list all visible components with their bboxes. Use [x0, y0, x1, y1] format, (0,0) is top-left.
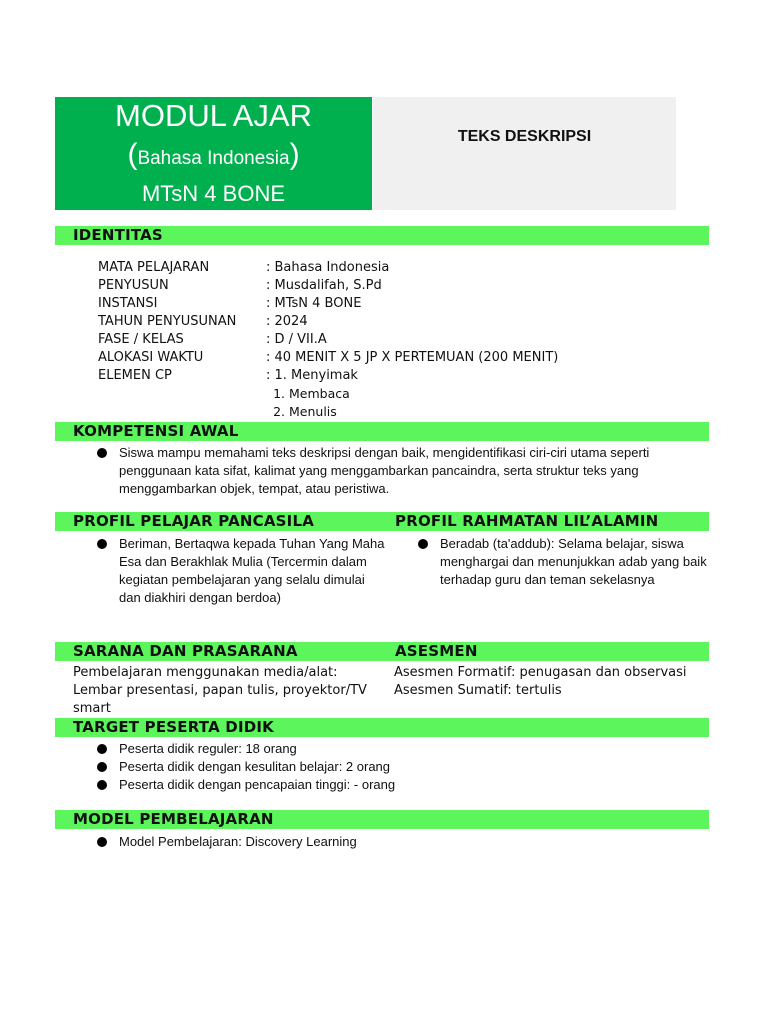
identity-row	[98, 313, 558, 331]
subject-name: Bahasa Indonesia	[137, 148, 290, 169]
section-heading: PROFIL PELAJAR PANCASILA	[73, 512, 315, 530]
target-list	[97, 740, 707, 794]
bullet-icon	[418, 539, 428, 549]
identity-value: : Bahasa Indonesia	[266, 260, 390, 275]
section-heading: PROFIL RAHMATAN LIL’ALAMIN	[395, 512, 659, 530]
list-item	[97, 758, 707, 776]
model-list	[97, 833, 707, 851]
title-block	[55, 97, 372, 210]
identity-row	[98, 295, 558, 313]
section-heading: KOMPETENSI AWAL	[73, 422, 239, 440]
asesmen-sumatif: Asesmen Sumatif: tertulis	[394, 683, 562, 698]
identity-row	[98, 259, 558, 277]
list-number: 2.	[273, 404, 285, 419]
section-bar-identitas	[55, 226, 709, 245]
identity-value: : 40 MENIT X 5 JP X PERTEMUAN (200 MENIT)	[266, 350, 559, 365]
identity-row	[98, 331, 558, 349]
list-text: Siswa mampu memahami teks deskripsi dengan baik, mengidentifikasi ciri-ciri utama seperti penggunaan kata sifat, kalimat yang menggambarkan pancaindra, serta struktur teks yang menggambarkan objek, tempat, atau peristiwa.	[119, 445, 650, 496]
section-heading: MODEL PEMBELAJARAN	[73, 810, 274, 828]
elemen-cp-list	[270, 385, 350, 421]
kompetensi-list	[97, 444, 707, 498]
list-text: Beriman, Bertaqwa kepada Tuhan Yang Maha Esa dan Berakhlak Mulia (Tercermin dalam kegiatan pembelajaran yang selalu dimulai dan diakhiri dengan berdoa)	[119, 536, 385, 605]
identity-value: : MTsN 4 BONE	[266, 296, 362, 311]
module-title: MODUL AJAR	[115, 98, 312, 133]
identity-row	[98, 367, 558, 385]
list-text: Peserta didik dengan pencapaian tinggi: - orang	[119, 777, 396, 792]
list-item	[270, 403, 350, 421]
paren-open: (	[127, 138, 138, 171]
section-heading: TARGET PESERTA DIDIK	[73, 718, 274, 736]
section-bar-kompetensi	[55, 422, 709, 441]
list-text: Peserta didik dengan kesulitan belajar: 2 orang	[119, 759, 391, 774]
section-heading: SARANA DAN PRASARANA	[73, 642, 298, 660]
identity-value: : 2024	[266, 314, 308, 329]
identity-row	[98, 277, 558, 295]
identity-label: PENYUSUN	[98, 278, 169, 293]
section-bar-profil	[55, 512, 709, 531]
list-item	[97, 833, 707, 851]
identity-value: : 1. Menyimak	[266, 368, 358, 383]
identity-table	[98, 259, 558, 385]
identity-label: FASE / KELAS	[98, 332, 184, 347]
bullet-icon	[97, 780, 107, 790]
list-item	[418, 535, 710, 589]
identity-label: TAHUN PENYUSUNAN	[98, 314, 237, 329]
identity-label: ELEMEN CP	[98, 368, 172, 383]
identity-label: INSTANSI	[98, 296, 158, 311]
bullet-icon	[97, 448, 107, 458]
section-bar-sarana-asesmen	[55, 642, 709, 661]
section-bar-target	[55, 718, 709, 737]
school-name: MTsN 4 BONE	[141, 181, 286, 206]
identity-row	[98, 349, 558, 367]
subject-line	[55, 138, 372, 176]
list-item	[270, 385, 350, 403]
asesmen-formatif: Asesmen Formatif: penugasan dan observasi	[394, 665, 687, 680]
list-item	[97, 444, 707, 498]
identity-label: MATA PELAJARAN	[98, 260, 210, 275]
list-item	[97, 535, 387, 607]
bullet-icon	[97, 539, 107, 549]
bullet-icon	[97, 837, 107, 847]
section-heading: IDENTITAS	[73, 226, 163, 244]
bullet-icon	[97, 762, 107, 772]
list-text: Beradab (ta'addub): Selama belajar, siswa menghargai dan menunjukkan adab yang baik terhadap guru dan teman sekelasnya	[440, 536, 707, 587]
list-item	[97, 776, 707, 794]
section-heading: ASESMEN	[395, 642, 478, 660]
list-text: Model Pembelajaran: Discovery Learning	[119, 834, 357, 849]
bullet-icon	[97, 744, 107, 754]
identity-value: : Musdalifah, S.Pd	[266, 278, 382, 293]
list-text: Membaca	[289, 386, 350, 401]
identity-value: : D / VII.A	[266, 332, 327, 347]
section-bar-model	[55, 810, 709, 829]
topic-title: TEKS DESKRIPSI	[457, 128, 592, 145]
topic-box	[373, 97, 676, 210]
sarana-text: Pembelajaran menggunakan media/alat: Lembar presentasi, papan tulis, proyektor/TV smart	[73, 665, 367, 716]
paren-close: )	[289, 138, 300, 171]
asesmen-block	[394, 664, 694, 700]
profil-pancasila-list	[97, 535, 387, 607]
profil-rahmatan-list	[418, 535, 710, 589]
list-number: 1.	[273, 386, 285, 401]
list-text: Peserta didik reguler: 18 orang	[119, 741, 297, 756]
list-text: Menulis	[289, 404, 337, 419]
identity-label: ALOKASI WAKTU	[98, 350, 204, 365]
list-item	[97, 740, 707, 758]
